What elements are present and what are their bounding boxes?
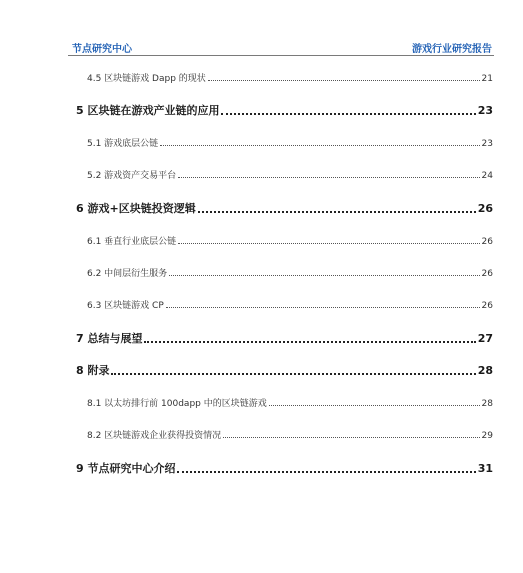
toc-leader-dots (178, 243, 479, 244)
toc-entry-title: 5.2 游戏资产交易平台 (87, 171, 177, 181)
toc-entry[interactable] (76, 330, 493, 346)
toc-entry[interactable] (87, 266, 493, 279)
toc-leader-dots (269, 405, 480, 406)
header-organization: 节点研究中心 (72, 44, 132, 55)
toc-entry-title: 4.5 区块链游戏 Dapp 的现状 (87, 74, 206, 84)
toc-entry-title: 8 附录 (76, 364, 110, 377)
toc-entry-title: 5.1 游戏底层公链 (87, 139, 159, 149)
toc-entry-title: 8.1 以太坊排行前 100dapp 中的区块链游戏 (87, 399, 267, 409)
toc-leader-dots (208, 80, 480, 81)
toc-entry-title: 6.2 中间层衍生服务 (87, 269, 168, 279)
toc-entry-title: 8.2 区块链游戏企业获得投资情况 (87, 431, 222, 441)
toc-entry-title: 6.1 垂直行业底层公链 (87, 237, 177, 247)
toc-entry-title: 5 区块链在游戏产业链的应用 (76, 104, 220, 117)
toc-leader-dots (221, 113, 475, 115)
toc-entry[interactable] (76, 200, 493, 216)
toc-entry-title: 6.3 区块链游戏 CP (87, 301, 164, 311)
toc-entry-page: 23 (477, 104, 493, 117)
toc-entry[interactable] (87, 71, 493, 84)
toc-leader-dots (198, 211, 476, 213)
toc-entry[interactable] (87, 396, 493, 409)
toc-entry[interactable] (87, 234, 493, 247)
toc-leader-dots (166, 307, 480, 308)
toc-entry-page: 21 (481, 74, 493, 84)
toc-entry-page: 26 (481, 237, 493, 247)
toc-entry-page: 28 (481, 399, 493, 409)
toc-entry-page: 24 (481, 171, 493, 181)
toc-entry-title: 9 节点研究中心介绍 (76, 462, 176, 475)
toc-leader-dots (223, 437, 479, 438)
toc-leader-dots (111, 373, 475, 375)
toc-entry-page: 26 (477, 202, 493, 215)
toc-entry[interactable] (76, 102, 493, 118)
toc-entry[interactable] (76, 460, 493, 476)
toc-entry-page: 28 (477, 364, 493, 377)
toc-leader-dots (169, 275, 479, 276)
toc-entry-title: 6 游戏+区块链投资逻辑 (76, 202, 196, 215)
toc-leader-dots (178, 177, 479, 178)
toc-entry-page: 31 (477, 462, 493, 475)
toc-entry-page: 27 (477, 332, 493, 345)
toc-entry-page: 26 (481, 269, 493, 279)
toc-entry-page: 29 (481, 431, 493, 441)
toc-entry[interactable] (76, 362, 493, 378)
toc-entry-page: 23 (481, 139, 493, 149)
toc-leader-dots (160, 145, 479, 146)
toc-leader-dots (144, 341, 475, 343)
toc-entry-title: 7 总结与展望 (76, 332, 143, 345)
toc-leader-dots (177, 471, 475, 473)
toc-entry[interactable] (87, 298, 493, 311)
toc-entry[interactable] (87, 428, 493, 441)
toc-entry[interactable] (87, 168, 493, 181)
toc-entry-page: 26 (481, 301, 493, 311)
toc-entry[interactable] (87, 136, 493, 149)
header-report-title: 游戏行业研究报告 (412, 44, 492, 55)
